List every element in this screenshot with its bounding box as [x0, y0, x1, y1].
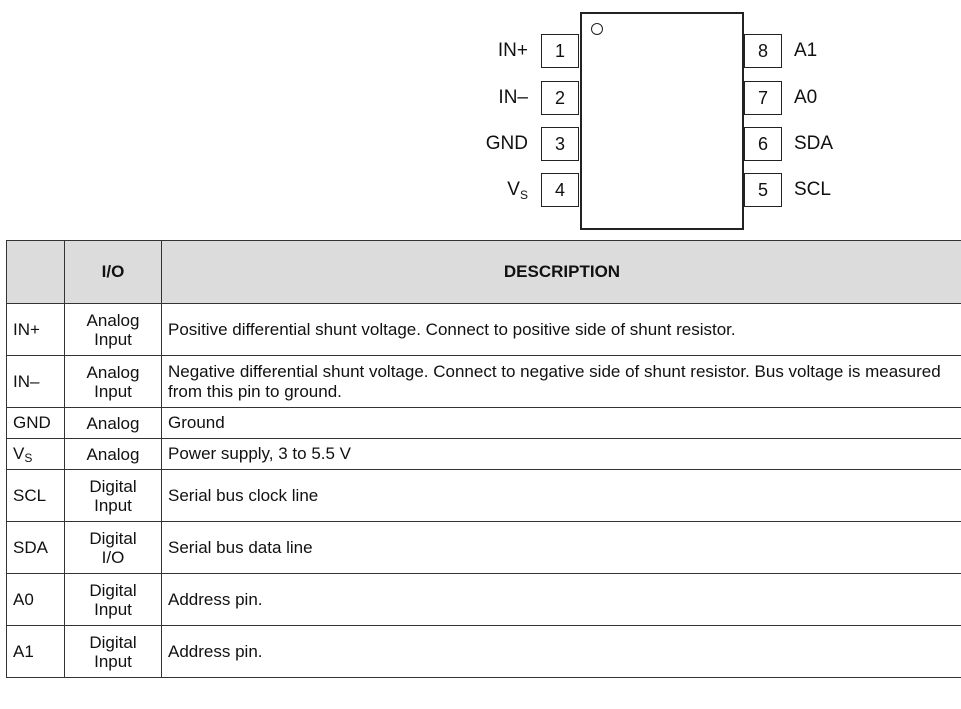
pin-name: A1 [7, 626, 65, 678]
pin-name: GND [7, 408, 65, 439]
pin-description: Address pin. [162, 574, 961, 626]
pin-label-vs-main: V [507, 179, 520, 200]
pin-number-3: 3 [541, 127, 579, 161]
pin-io [65, 356, 162, 408]
pin-io [65, 304, 162, 356]
pin-io-line2: I/O [101, 547, 125, 567]
table-row [7, 626, 961, 678]
table-row [7, 356, 961, 408]
pin-name: SDA [7, 522, 65, 574]
header-description: DESCRIPTION [162, 241, 961, 304]
table-row [7, 522, 961, 574]
pin-io-line1: Digital [89, 528, 137, 548]
pin-name: A0 [7, 574, 65, 626]
header-name [7, 241, 65, 304]
pin-io [65, 439, 162, 470]
pin-function-table [6, 240, 961, 678]
table-header-row [7, 241, 961, 304]
pin-label-vs [507, 173, 528, 207]
pin-name: IN+ [7, 304, 65, 356]
pin-io [65, 470, 162, 522]
pin-label-a0: A0 [794, 87, 818, 108]
pin-name-sub: S [24, 450, 33, 465]
pin-io-line1: Digital [89, 580, 137, 600]
table-row [7, 304, 961, 356]
pin-name [7, 439, 65, 470]
pin-number-6: 6 [744, 127, 782, 161]
header-io: I/O [65, 241, 162, 304]
pin-io-line1: Analog [86, 444, 140, 464]
pin-io-line1: Digital [89, 476, 137, 496]
pin-label-vs-sub: S [519, 188, 528, 202]
pin-description: Address pin. [162, 626, 961, 678]
table-row [7, 574, 961, 626]
pin1-marker-icon [591, 23, 603, 35]
pin-io-line1: Analog [86, 362, 140, 382]
pin-label-sda: SDA [794, 133, 834, 154]
pin-number-7: 7 [744, 81, 782, 115]
pin-number-8: 8 [744, 34, 782, 68]
pin-description: Power supply, 3 to 5.5 V [162, 439, 961, 470]
table-row [7, 439, 961, 470]
pin-io-line2: Input [94, 329, 132, 349]
pin-number-4: 4 [541, 173, 579, 207]
pin-io [65, 522, 162, 574]
pin-description: Negative differential shunt voltage. Connect to negative side of shunt resistor. Bus voltage is measured from this pin to ground. [162, 356, 961, 408]
table-row [7, 408, 961, 439]
pin-io [65, 408, 162, 439]
pin-label-gnd: GND [485, 133, 528, 154]
chip-body [580, 12, 744, 230]
pin-number-5: 5 [744, 173, 782, 207]
pin-io-line1: Digital [89, 632, 137, 652]
pin-io-line2: Input [94, 495, 132, 515]
pin-name: SCL [7, 470, 65, 522]
pin-label-scl: SCL [794, 179, 831, 200]
pin-io-line1: Analog [86, 310, 140, 330]
pin-label-in-plus: IN+ [497, 40, 528, 61]
pin-io-line2: Input [94, 599, 132, 619]
pin-description: Ground [162, 408, 961, 439]
table-row [7, 470, 961, 522]
pin-io-line1: Analog [86, 413, 140, 433]
pin-description: Serial bus clock line [162, 470, 961, 522]
pin-io-line2: Input [94, 381, 132, 401]
pin-name-main: V [13, 443, 25, 463]
pin-number-1: 1 [541, 34, 579, 68]
pin-number-2: 2 [541, 81, 579, 115]
pin-name: IN– [7, 356, 65, 408]
pin-description: Positive differential shunt voltage. Connect to positive side of shunt resistor. [162, 304, 961, 356]
pin-label-in-minus: IN– [498, 87, 528, 108]
pin-label-a1: A1 [794, 40, 818, 61]
pin-io [65, 574, 162, 626]
pin-description: Serial bus data line [162, 522, 961, 574]
pin-io-line2: Input [94, 651, 132, 671]
pin-io [65, 626, 162, 678]
